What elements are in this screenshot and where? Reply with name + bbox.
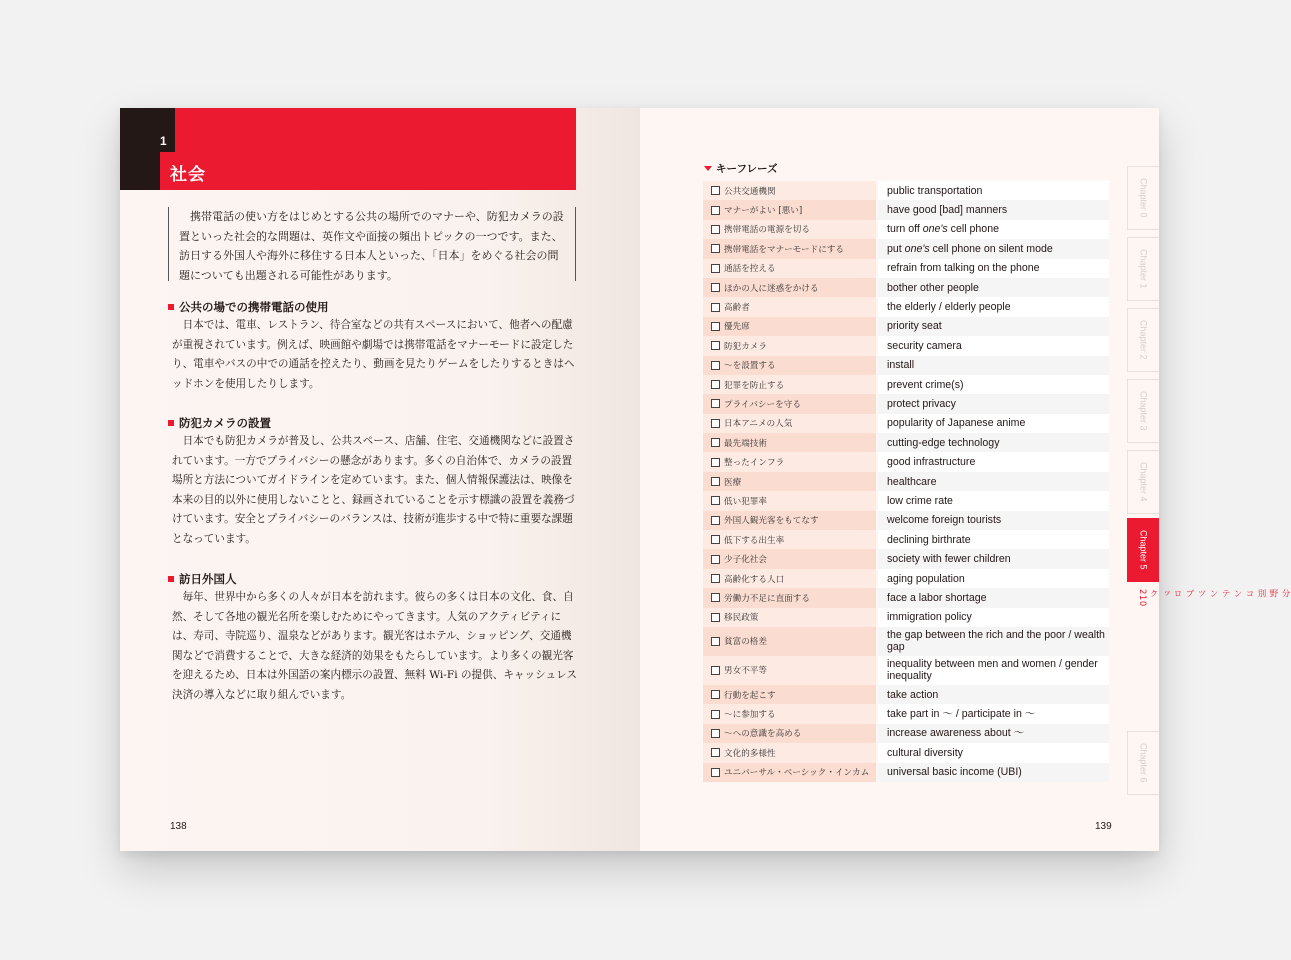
phrase-japanese (703, 336, 876, 355)
phrase-english-text: bother other people (887, 281, 979, 294)
phrase-japanese (703, 239, 876, 258)
phrase-english-post: cell phone (947, 223, 999, 236)
phrase-english-text: prevent crime(s) (887, 378, 964, 391)
phrase-japanese-text: 防犯カメラ (724, 341, 767, 352)
phrase-english-text: popularity of Japanese anime (887, 417, 1026, 430)
phrase-row (703, 549, 1109, 568)
phrase-japanese-text: ユニバーサル・ベーシック・インカム (724, 768, 870, 779)
checkbox-icon[interactable] (711, 264, 720, 273)
checkbox-icon[interactable] (711, 399, 720, 408)
phrase-english-text: society with fewer children (887, 553, 1011, 566)
phrase-english-text: take action (887, 688, 939, 701)
chapter-number: 1 (160, 134, 167, 148)
phrase-japanese-text: 低い犯罪率 (724, 496, 767, 507)
checkbox-icon[interactable] (711, 303, 720, 312)
checkbox-icon[interactable] (711, 574, 720, 583)
phrase-english-text: public transportation (887, 184, 983, 197)
phrase-row (703, 220, 1109, 239)
phrase-row (703, 278, 1109, 297)
triangle-down-icon (704, 166, 712, 171)
phrase-english-text: the gap between the rich and the poor / wealth gap (887, 629, 1105, 654)
left-page (120, 108, 640, 851)
phrase-english-italic: one's (904, 242, 930, 255)
phrase-japanese-text: 移民政策 (724, 613, 759, 624)
phrase-row (703, 259, 1109, 278)
phrase-english-text: security camera (887, 339, 962, 352)
phrase-japanese (703, 549, 876, 568)
chapter-tab-label: Chapter 0 (1138, 178, 1149, 218)
phrase-english (876, 656, 1109, 685)
phrase-japanese-text: 医療 (724, 477, 742, 488)
phrase-japanese (703, 181, 876, 200)
phrase-japanese-text: 外国人観光客をもてなす (724, 516, 819, 527)
phrase-japanese (703, 511, 876, 530)
phrase-english-text: cultural diversity (887, 746, 963, 759)
phrase-japanese-text: 犯罪を防止する (724, 380, 785, 391)
phrase-japanese (703, 220, 876, 239)
checkbox-icon[interactable] (711, 477, 720, 486)
phrase-row (703, 200, 1109, 219)
chapter-tab-4[interactable] (1127, 450, 1159, 514)
bullet-icon (168, 304, 174, 310)
phrase-row (703, 375, 1109, 394)
phrase-english-text: immigration policy (887, 611, 972, 624)
checkbox-icon[interactable] (711, 613, 720, 622)
phrase-english-text: welcome foreign tourists (887, 514, 1002, 527)
phrase-english (876, 336, 1109, 355)
phrase-english-text: have good [bad] manners (887, 204, 1008, 217)
phrase-japanese-text: 最先端技術 (724, 438, 767, 449)
phrase-english (876, 588, 1109, 607)
checkbox-icon[interactable] (711, 516, 720, 525)
phrase-japanese (703, 724, 876, 743)
phrase-japanese-text: プライバシーを守る (724, 399, 801, 410)
phrase-english-text: good infrastructure (887, 456, 976, 469)
phrase-english (876, 278, 1109, 297)
phrase-english (876, 200, 1109, 219)
checkbox-icon[interactable] (711, 555, 720, 564)
phrase-japanese-text: 日本アニメの人気 (724, 419, 793, 430)
checkbox-icon[interactable] (711, 419, 720, 428)
phrase-english (876, 511, 1109, 530)
phrase-japanese-text: ～に参加する (724, 710, 776, 721)
phrase-japanese-text: マナーがよい [悪い] (724, 206, 803, 217)
chapter-tab-label: Chapter 4 (1138, 462, 1149, 502)
phrase-english (876, 569, 1109, 588)
phrase-english (876, 685, 1109, 704)
right-page (640, 108, 1290, 851)
phrase-japanese-text: ～への意識を高める (724, 729, 802, 740)
phrase-japanese (703, 685, 876, 704)
phrase-english-pre: turn off (887, 223, 923, 236)
phrase-row (703, 356, 1109, 375)
phrase-japanese-text: 労働力不足に直面する (724, 593, 810, 604)
phrase-japanese (703, 569, 876, 588)
phrase-english-text: install (887, 359, 915, 372)
phrase-english (876, 259, 1109, 278)
section-heading: 訪日外国人 (168, 570, 578, 588)
phrase-row (703, 433, 1109, 452)
phrase-japanese-text: 少子化社会 (724, 555, 767, 566)
phrase-japanese (703, 763, 876, 782)
phrase-english (876, 356, 1109, 375)
phrase-row (703, 336, 1109, 355)
chapter-tab-3[interactable] (1127, 379, 1159, 443)
bullet-icon (168, 576, 174, 582)
chapter-tab-label: Chapter 3 (1138, 391, 1149, 431)
phrase-english-text: face a labor shortage (887, 591, 987, 604)
phrase-row (703, 394, 1109, 413)
chapter-tab-2[interactable] (1127, 308, 1159, 372)
checkbox-icon[interactable] (711, 361, 720, 370)
phrase-english (876, 317, 1109, 336)
phrase-row (703, 627, 1109, 656)
key-phrases-heading: キーフレーズ (704, 161, 778, 176)
phrase-japanese-text: 貧富の格差 (724, 637, 767, 648)
phrase-japanese-text: 通話を控える (724, 264, 776, 275)
phrase-english-text: low crime rate (887, 494, 953, 507)
checkbox-icon[interactable] (711, 748, 720, 757)
phrase-english (876, 530, 1109, 549)
phrase-english (876, 608, 1109, 627)
phrase-english-italic: one's (922, 223, 948, 236)
checkbox-icon[interactable] (711, 496, 720, 505)
phrase-japanese (703, 588, 876, 607)
chapter-tab-6[interactable] (1127, 731, 1159, 795)
checkbox-icon[interactable] (711, 637, 720, 646)
phrase-english-text: protect privacy (887, 397, 956, 410)
phrase-japanese-text: 携帯電話の電源を切る (724, 225, 810, 236)
phrase-japanese (703, 259, 876, 278)
phrase-japanese (703, 704, 876, 723)
checkbox-icon[interactable] (711, 729, 720, 738)
checkbox-icon[interactable] (711, 593, 720, 602)
phrase-row (703, 511, 1109, 530)
phrase-japanese-text: 低下する出生率 (724, 535, 785, 546)
page-number-right: 139 (1095, 821, 1112, 832)
phrase-japanese-text: 優先席 (724, 322, 750, 333)
phrase-english-text: universal basic income (UBI) (887, 766, 1022, 779)
book-spread (120, 108, 1290, 851)
phrase-english (876, 220, 1109, 239)
phrase-english (876, 472, 1109, 491)
phrase-row (703, 656, 1109, 685)
phrase-japanese (703, 414, 876, 433)
chapter-tab-1[interactable] (1127, 237, 1159, 301)
phrase-english-pre: put (887, 242, 905, 255)
phrase-japanese (703, 452, 876, 471)
phrase-english-text: priority seat (887, 320, 942, 333)
phrase-row (703, 608, 1109, 627)
phrase-row (703, 588, 1109, 607)
phrase-row (703, 414, 1109, 433)
phrase-english (876, 433, 1109, 452)
intro-paragraph: 携帯電話の使い方をはじめとする公共の場所でのマナーや、防犯カメラの設置といった社会的な問題は、英作文や面接の頻出トピックの一つです。また、訪日する外国人や海外に移住する日本人といった、「日本」をめぐる社会の問題についても出題される可能性があります。 (168, 207, 576, 281)
chapter-tab-5[interactable] (1127, 518, 1159, 582)
phrase-row (703, 472, 1109, 491)
phrase-japanese-text: 文化的多様性 (724, 748, 776, 759)
phrase-english (876, 549, 1109, 568)
phrase-english-text: inequality between men and women / gender inequality (887, 658, 1098, 683)
phrase-row (703, 491, 1109, 510)
active-tab-subtitle: 分野別コンテンツブロック210 (1137, 589, 1290, 607)
phrase-japanese-text: 携帯電話をマナーモードにする (724, 244, 844, 255)
section-mobile-phone (168, 298, 578, 394)
phrase-english (876, 375, 1109, 394)
phrase-row (703, 724, 1109, 743)
phrase-japanese (703, 297, 876, 316)
phrase-japanese-text: 行動を起こす (724, 690, 776, 701)
phrase-row (703, 239, 1109, 258)
phrase-english-text: take part in ～ / participate in ～ (887, 708, 1036, 721)
phrase-japanese-text: ほかの人に迷惑をかける (724, 283, 819, 294)
phrase-english-post: cell phone on silent mode (929, 242, 1053, 255)
phrase-english (876, 743, 1109, 762)
phrase-japanese-text: 整ったインフラ (724, 458, 785, 469)
phrase-japanese (703, 743, 876, 762)
section-body: 日本でも防犯カメラが普及し、公共スペース、店舗、住宅、交通機関などに設置されています。一方でプライバシーの懸念があります。多くの自治体で、カメラの設置場所と方法についてガイドラインを定めています。また、個人情報保護法は、映像を本来の目的以外に使用しないことと、録画されていることを示す標識の設置を義務づけています。安全とプライバシーのバランスは、技術が進歩する中で特に重要な課題となっています。 (172, 435, 575, 545)
phrase-japanese (703, 491, 876, 510)
phrase-english (876, 704, 1109, 723)
checkbox-icon[interactable] (711, 458, 720, 467)
phrase-english (876, 491, 1109, 510)
phrase-japanese (703, 394, 876, 413)
phrase-japanese (703, 472, 876, 491)
phrase-english (876, 724, 1109, 743)
phrase-row (703, 743, 1109, 762)
checkbox-icon[interactable] (711, 341, 720, 350)
phrase-japanese (703, 375, 876, 394)
phrase-english-text: cutting-edge technology (887, 436, 1000, 449)
chapter-header-band (158, 108, 576, 190)
chapter-tab-label: Chapter 5 (1138, 530, 1149, 570)
checkbox-icon[interactable] (711, 186, 720, 195)
key-phrases-table (703, 181, 1109, 782)
phrase-english (876, 414, 1109, 433)
phrase-english (876, 394, 1109, 413)
checkbox-icon[interactable] (711, 244, 720, 253)
checkbox-icon[interactable] (711, 206, 720, 215)
phrase-japanese (703, 356, 876, 375)
phrase-english-text: aging population (887, 572, 965, 585)
phrase-japanese-text: ～を設置する (724, 361, 776, 372)
phrase-japanese (703, 433, 876, 452)
checkbox-icon[interactable] (711, 690, 720, 699)
phrase-japanese-text: 高齢者 (724, 303, 750, 314)
chapter-title: 社会 (170, 165, 206, 185)
phrase-row (703, 452, 1109, 471)
phrase-row (703, 685, 1109, 704)
phrase-japanese (703, 608, 876, 627)
bullet-icon (168, 420, 174, 426)
phrase-japanese (703, 627, 876, 656)
phrase-english (876, 452, 1109, 471)
chapter-tab-label: Chapter 2 (1138, 320, 1149, 360)
phrase-english-text: increase awareness about ～ (887, 727, 1025, 740)
checkbox-icon[interactable] (711, 322, 720, 331)
phrase-english-text: the elderly / elderly people (887, 301, 1011, 314)
checkbox-icon[interactable] (711, 666, 720, 675)
phrase-row (703, 763, 1109, 782)
phrase-japanese (703, 278, 876, 297)
checkbox-icon[interactable] (711, 380, 720, 389)
phrase-row (703, 181, 1109, 200)
phrase-row (703, 569, 1109, 588)
chapter-tab-label: Chapter 1 (1138, 249, 1149, 289)
section-heading: 公共の場での携帯電話の使用 (168, 298, 578, 316)
checkbox-icon[interactable] (711, 710, 720, 719)
phrase-english (876, 297, 1109, 316)
chapter-header-dark-block (120, 108, 160, 190)
phrase-japanese-text: 高齢化する人口 (724, 574, 785, 585)
checkbox-icon[interactable] (711, 768, 720, 777)
phrase-english-text: refrain from talking on the phone (887, 262, 1040, 275)
phrase-english (876, 763, 1109, 782)
chapter-tab-0[interactable] (1127, 166, 1159, 230)
section-security-camera (168, 414, 578, 549)
phrase-japanese (703, 530, 876, 549)
phrase-row (703, 530, 1109, 549)
phrase-row (703, 297, 1109, 316)
section-body: 日本では、電車、レストラン、待合室などの共有スペースにおいて、他者への配慮が重視されています。例えば、映画館や劇場では携帯電話をマナーモードに設定したり、電車やバスの中での通話を控えたり、動画を見たりゲームをしたりするときはヘッドホンを使用したりします。 (172, 319, 575, 390)
section-heading: 防犯カメラの設置 (168, 414, 578, 432)
phrase-english (876, 181, 1109, 200)
section-body: 毎年、世界中から多くの人々が日本を訪れます。彼らの多くは日本の文化、食、自然、そして各地の観光名所を楽しむためにやってきます。人気のアクティビティには、寿司、寺院巡り、温泉などがあります。観光客はホテル、ショッピング、交通機関などで消費することで、大きな経済的効果をもたらしています。より多くの観光客を迎えるため、日本は外国語の案内標示の設置、無料 Wi-Fi の提供、キャッシュレス決済の導入などに取り組んでいます。 (172, 591, 577, 701)
phrase-japanese-text: 公共交通機関 (724, 186, 776, 197)
section-foreign-visitors (168, 570, 578, 705)
phrase-english-text: healthcare (887, 475, 937, 488)
phrase-row (703, 317, 1109, 336)
chapter-tab-label: Chapter 6 (1138, 743, 1149, 783)
phrase-row (703, 704, 1109, 723)
phrase-japanese (703, 200, 876, 219)
phrase-english-text: declining birthrate (887, 533, 971, 546)
phrase-english (876, 627, 1109, 656)
checkbox-icon[interactable] (711, 225, 720, 234)
checkbox-icon[interactable] (711, 283, 720, 292)
page-number-left: 138 (170, 821, 187, 832)
phrase-japanese (703, 656, 876, 685)
checkbox-icon[interactable] (711, 438, 720, 447)
phrase-japanese-text: 男女不平等 (724, 666, 767, 677)
phrase-english (876, 239, 1109, 258)
phrase-japanese (703, 317, 876, 336)
checkbox-icon[interactable] (711, 535, 720, 544)
